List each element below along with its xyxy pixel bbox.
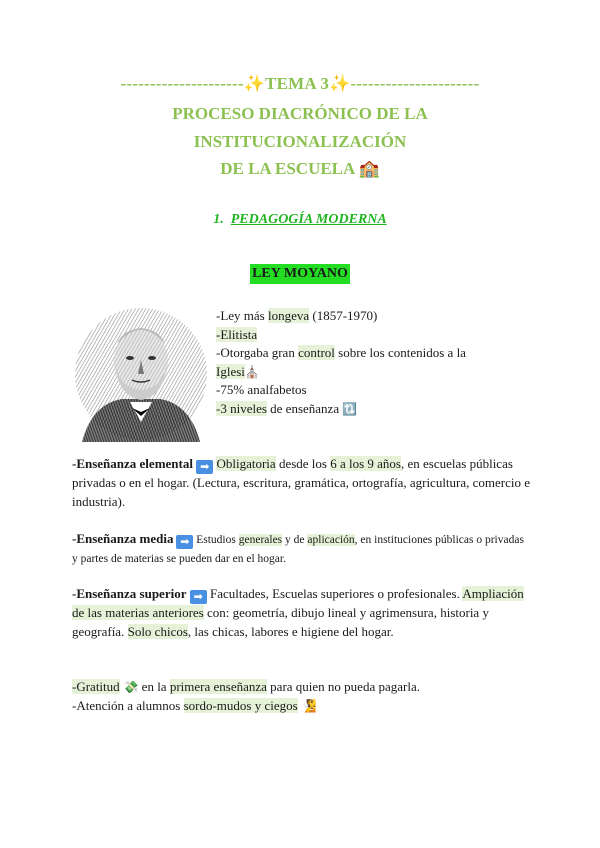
title-line-1: ---------------------✨TEMA 3✨---------------------- [120,74,480,93]
bullet-control: -Otorgaba gran control sobre los contenidos a la [216,345,466,360]
label-superior: -Enseñanza superior [72,586,187,601]
paragraph-gratitud [72,678,532,715]
title-line-2: PROCESO DIACRÓNICO DE LA [172,104,428,123]
ley-moyano-title: LEY MOYANO [250,264,350,284]
section-number: 1. [213,212,224,227]
bullet-analfabetos: -75% analfabetos [216,382,307,397]
label-elemental: -Enseñanza elemental [72,456,193,471]
line-atencion: -Atención a alumnos sordo-mudos y ciegos 🧏 [72,697,317,713]
title-line-4: DE LA ESCUELA 🏫 [220,159,380,178]
arrow-right-icon: ➡ [196,460,213,474]
section-title: PEDAGOGÍA MODERNA [230,212,387,227]
bullet-iglesia: Iglesi⛪ [216,363,260,379]
arrow-right-icon: ➡ [190,590,207,604]
label-media: -Enseñanza media [72,531,174,546]
bullet-elitista: -Elitista [216,326,258,342]
arrow-right-icon: ➡ [176,535,193,549]
title-line-3: INSTITUCIONALIZACIÓN [193,132,407,151]
paragraph-media: -Enseñanza media ➡ Estudios generales y de aplicación, en instituciones públicas o privadas y partes de materias se pueden dar en el hogar. [72,531,524,565]
bullet-niveles: -3 niveles de enseñanza 🔃 [216,400,358,416]
ley-bullets [216,307,536,418]
line-gratitud: -Gratitud 💸 en la primera enseñanza para quien no pueda pagarla. [72,679,420,694]
section-heading [0,212,600,228]
church-icon: ⛪ [244,364,260,379]
cycle-icon: 🔃 [342,401,358,416]
paragraph-superior: -Enseñanza superior ➡ Facultades, Escuelas superiores o profesionales. Ampliación de las materias anteriores con: geometría, dibujo lineal y agrimensura, historia y geografía. Solo chicos, las chicas, labores e higiene del hogar. [72,586,524,639]
money-icon: 💸 [119,680,139,694]
paragraph-elemental: -Enseñanza elemental ➡ Obligatoria desde los 6 a los 9 años, en escuelas públicas privadas o en el hogar. (Lectura, escritura, gramática, ortografía, agricultura, comercio e industria). [72,456,531,509]
portrait-engraving [72,304,210,442]
bullet-longeva: -Ley más longeva (1857-1970) [216,308,378,323]
deaf-person-icon: 🧏 [297,698,317,713]
